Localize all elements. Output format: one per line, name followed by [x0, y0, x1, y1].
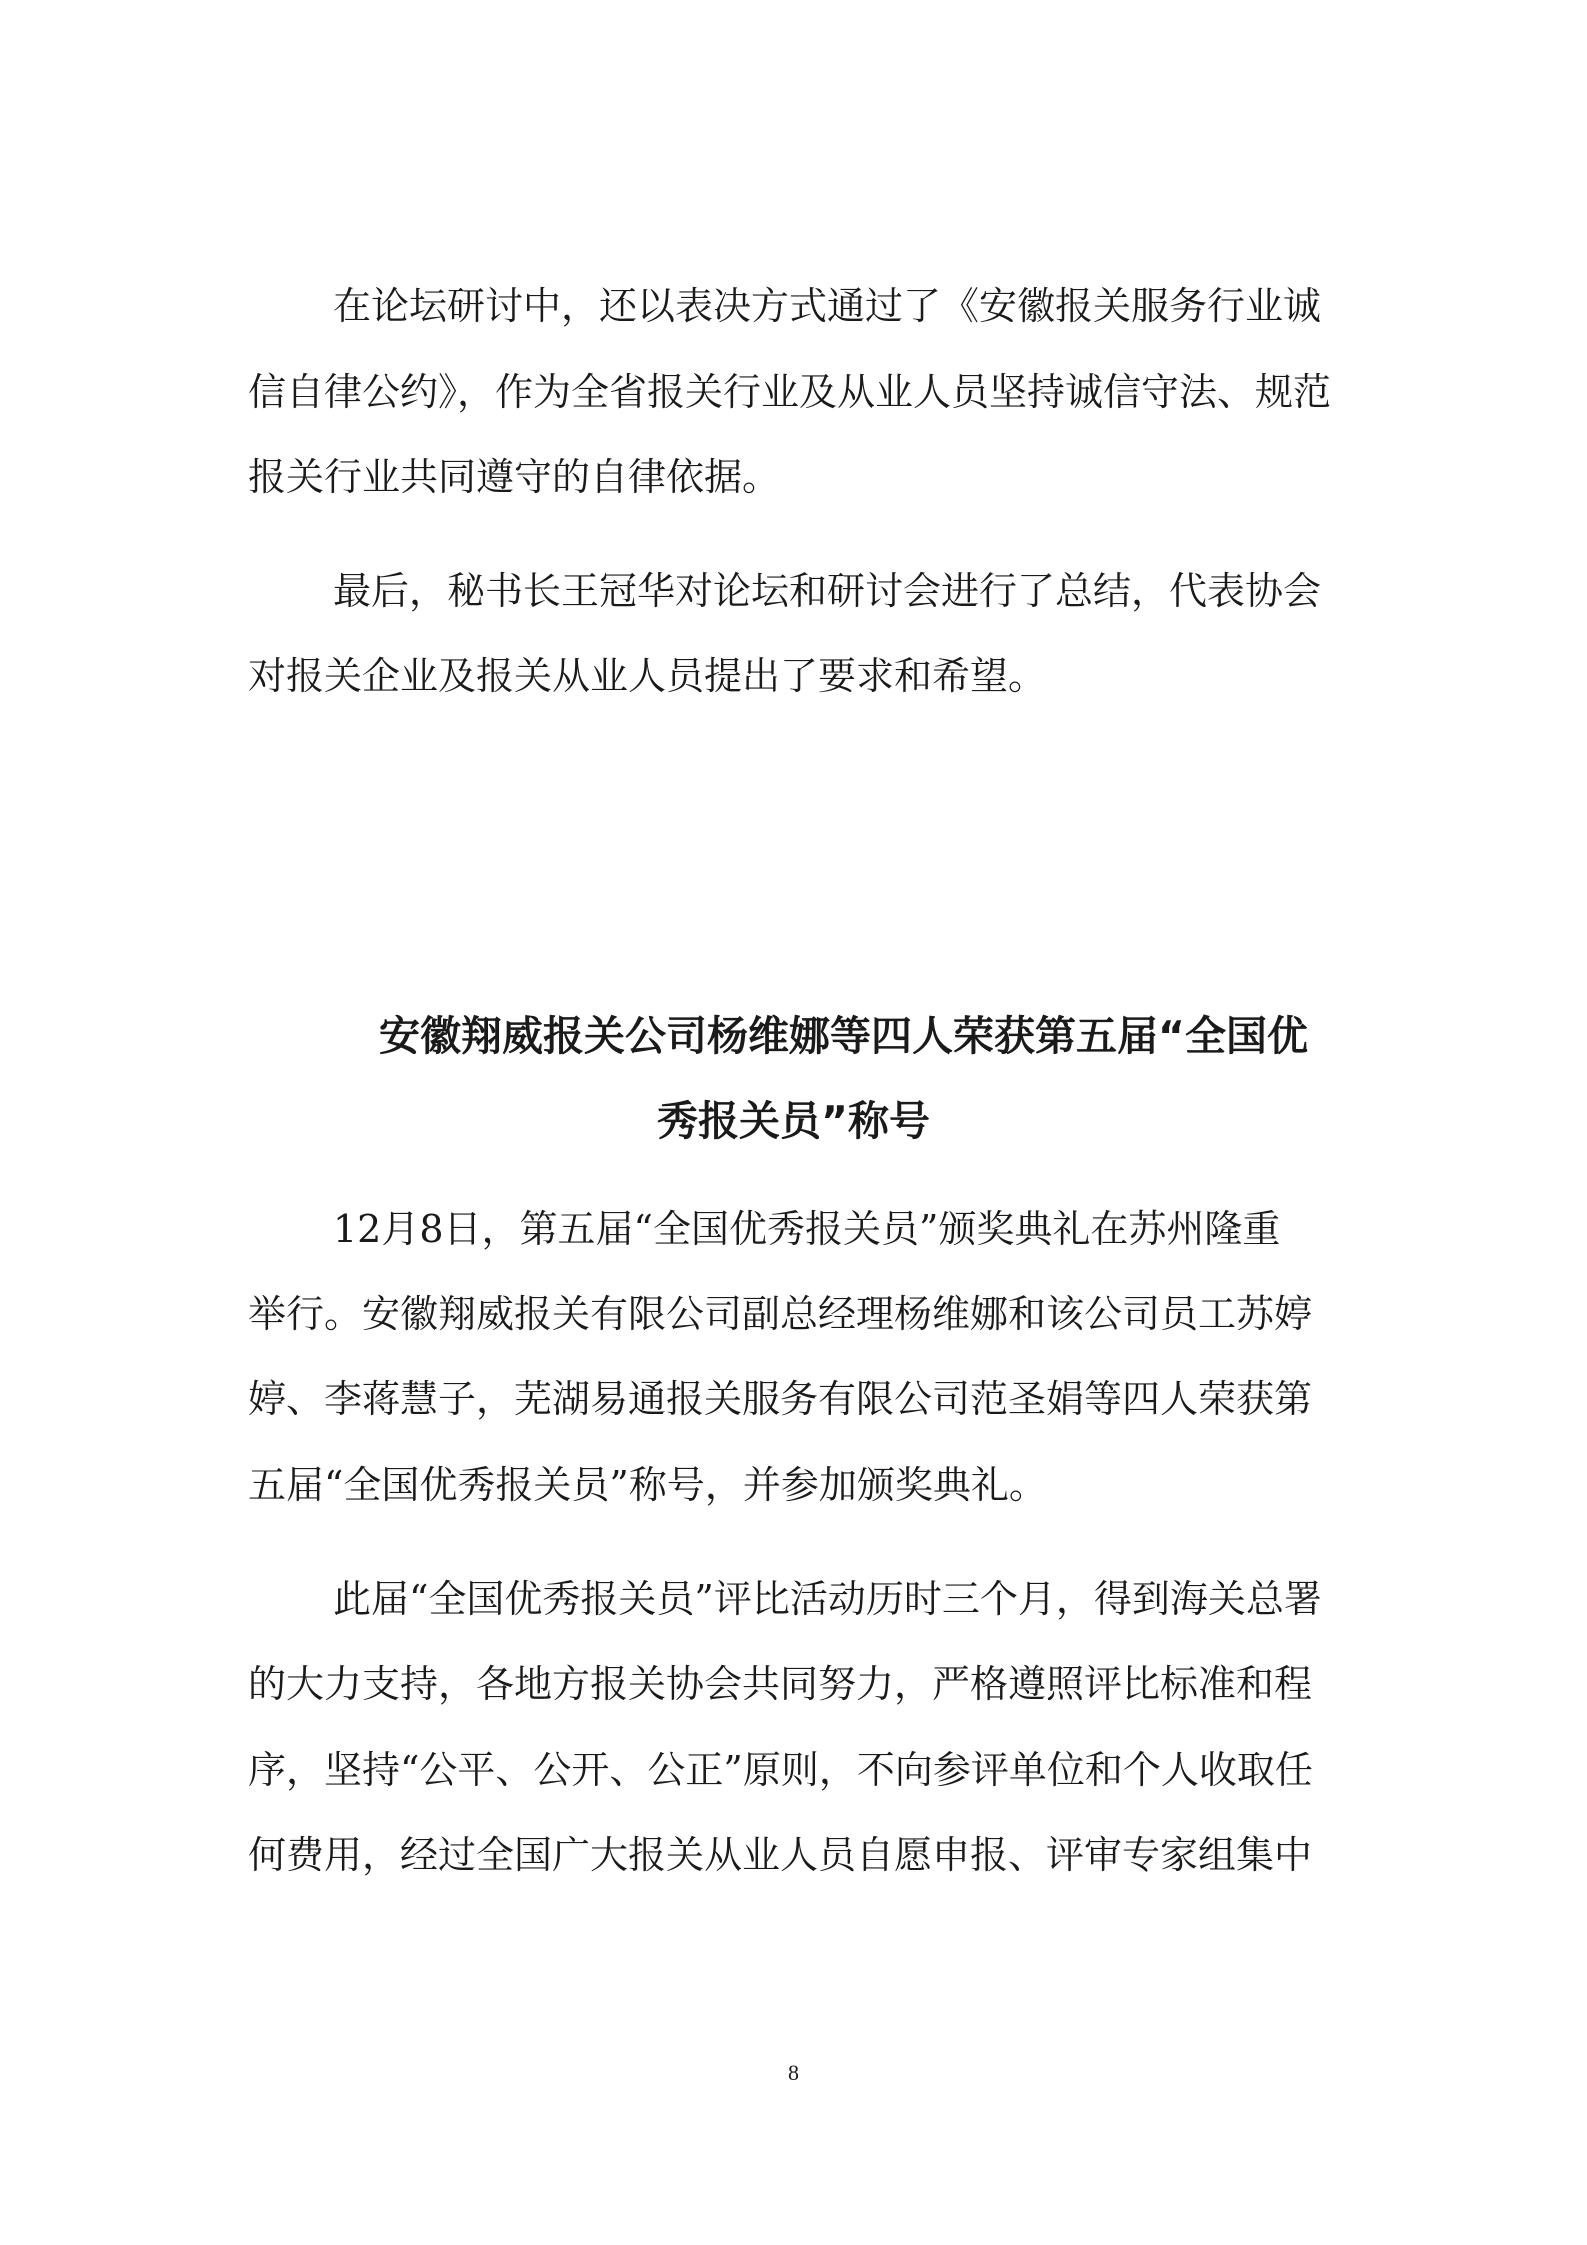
article-paragraph-line: 的大力支持，各地方报关协会共同努力，严格遵照评比标准和程 — [248, 1662, 1313, 1706]
paragraph-line: 信自律公约》，作为全省报关行业及从业人员坚持诚信守法、规范 — [248, 370, 1332, 414]
paragraph-line: 最后，秘书长王冠华对论坛和研讨会进行了总结，代表协会 — [333, 569, 1322, 613]
article-paragraph-line: 此届“全国优秀报关员”评比活动历时三个月，得到海关总署 — [333, 1577, 1322, 1621]
article-paragraph-line: 序，坚持“公平、公开、公正”原则，不向参评单位和个人收取任 — [248, 1748, 1313, 1792]
article-paragraph-line: 举行。安徽翔威报关有限公司副总经理杨维娜和该公司员工苏婷 — [248, 1292, 1313, 1336]
paragraph-line: 报关行业共同遵守的自律依据。 — [248, 455, 781, 499]
paragraph-line: 对报关企业及报关从业人员提出了要求和希望。 — [248, 654, 1047, 698]
article-title-continued: 秀报关员”称号 — [657, 1097, 930, 1145]
paragraph-line: 在论坛研讨中，还以表决方式通过了《安徽报关服务行业诚 — [333, 284, 1322, 328]
article-paragraph-line: 何费用，经过全国广大报关从业人员自愿申报、评审专家组集中 — [248, 1833, 1313, 1877]
article-paragraph-line: 12月8日，第五届“全国优秀报关员”颁奖典礼在苏州隆重 — [333, 1207, 1281, 1251]
article-paragraph-line: 婷、李蒋慧子，芜湖易通报关服务有限公司范圣娟等四人荣获第 — [248, 1377, 1313, 1421]
page-number: 8 — [788, 2060, 799, 2085]
article-paragraph-line: 五届“全国优秀报关员”称号，并参加颁奖典礼。 — [248, 1463, 1047, 1507]
article-title: 安徽翔威报关公司杨维娜等四人荣获第五届“全国优 — [379, 1012, 1308, 1060]
